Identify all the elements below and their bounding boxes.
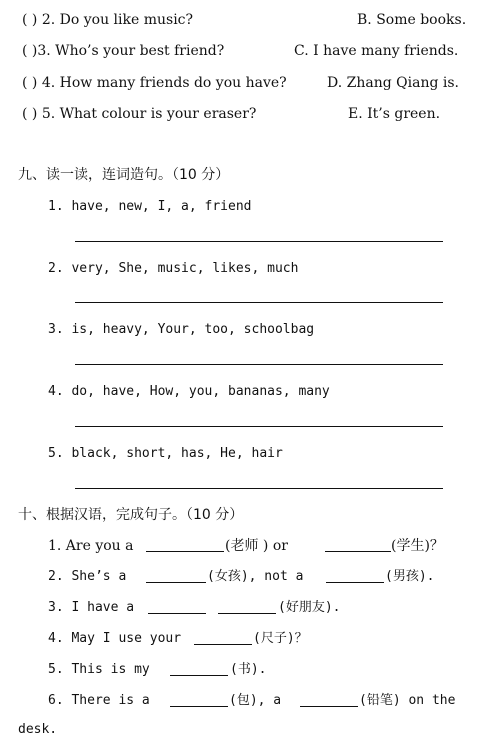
- answer-line-2[interactable]: [75, 302, 443, 303]
- matching-answer-c: C. I have many friends.: [294, 43, 459, 59]
- translate-q1-blank-1[interactable]: [146, 551, 224, 552]
- reorder-item-5: 5. black, short, has, He, hair: [48, 446, 283, 461]
- translate-q3-text-b: (好朋友).: [278, 600, 341, 615]
- answer-line-1[interactable]: [75, 241, 443, 242]
- translate-q1-text-a: 1. Are you a: [48, 538, 134, 554]
- matching-answer-e: E. It’s green.: [348, 106, 441, 122]
- translate-q2-blank-2[interactable]: [326, 582, 384, 583]
- translate-q1-text-c: (学生)？: [391, 538, 444, 554]
- matching-question-5: ( ) 5. What colour is your eraser?: [22, 106, 257, 122]
- reorder-item-2: 2. very, She, music, likes, much: [48, 261, 299, 276]
- translate-q6-text-c: (铅笔) on the: [359, 693, 456, 708]
- translate-q4-text-a: 4. May I use your: [48, 631, 182, 646]
- translate-q5-text-a: 5. This is my: [48, 662, 150, 677]
- translate-q5-text-b: (书).: [230, 662, 267, 677]
- answer-line-4[interactable]: [75, 426, 443, 427]
- translate-q6-text-d: desk.: [18, 722, 58, 737]
- translate-q3-blank-1[interactable]: [148, 613, 206, 614]
- reorder-item-3: 3. is, heavy, Your, too, schoolbag: [48, 322, 315, 337]
- answer-line-5[interactable]: [75, 488, 443, 489]
- translate-q4-text-b: (尺子)？: [253, 631, 308, 646]
- matching-question-3: ( )3. Who’s your best friend?: [22, 43, 225, 59]
- translate-q3-blank-2[interactable]: [218, 613, 276, 614]
- matching-answer-b: B. Some books.: [357, 12, 467, 28]
- translate-q6-blank-2[interactable]: [300, 706, 358, 707]
- reorder-item-4: 4. do, have, How, you, bananas, many: [48, 384, 330, 399]
- translate-q6-text-b: (包), a: [229, 693, 282, 708]
- translate-q2-text-b: (女孩), not a: [207, 569, 304, 584]
- translate-q2-text-c: (男孩).: [385, 569, 435, 584]
- translate-q2-text-a: 2. She’s a: [48, 569, 127, 584]
- translate-q3-text-a: 3. I have a: [48, 600, 135, 615]
- translate-q6-blank-1[interactable]: [170, 706, 228, 707]
- answer-line-3[interactable]: [75, 364, 443, 365]
- translate-q2-blank-1[interactable]: [146, 582, 206, 583]
- translate-q4-blank-1[interactable]: [194, 644, 252, 645]
- matching-answer-d: D. Zhang Qiang is.: [327, 75, 459, 91]
- reorder-item-1: 1. have, new, I, a, friend: [48, 199, 252, 214]
- matching-question-2: ( ) 2. Do you like music?: [22, 12, 194, 28]
- section-10-title: 十、根据汉语，完成句子。（10 分）: [18, 507, 244, 523]
- translate-q6-text-a: 6. There is a: [48, 693, 150, 708]
- translate-q5-blank-1[interactable]: [170, 675, 228, 676]
- matching-question-4: ( ) 4. How many friends do you have?: [22, 75, 287, 91]
- translate-q1-blank-2[interactable]: [325, 551, 391, 552]
- translate-q1-text-b: (老师 ) or: [225, 538, 288, 554]
- section-9-title: 九、读一读，连词造句。（10 分）: [18, 167, 230, 183]
